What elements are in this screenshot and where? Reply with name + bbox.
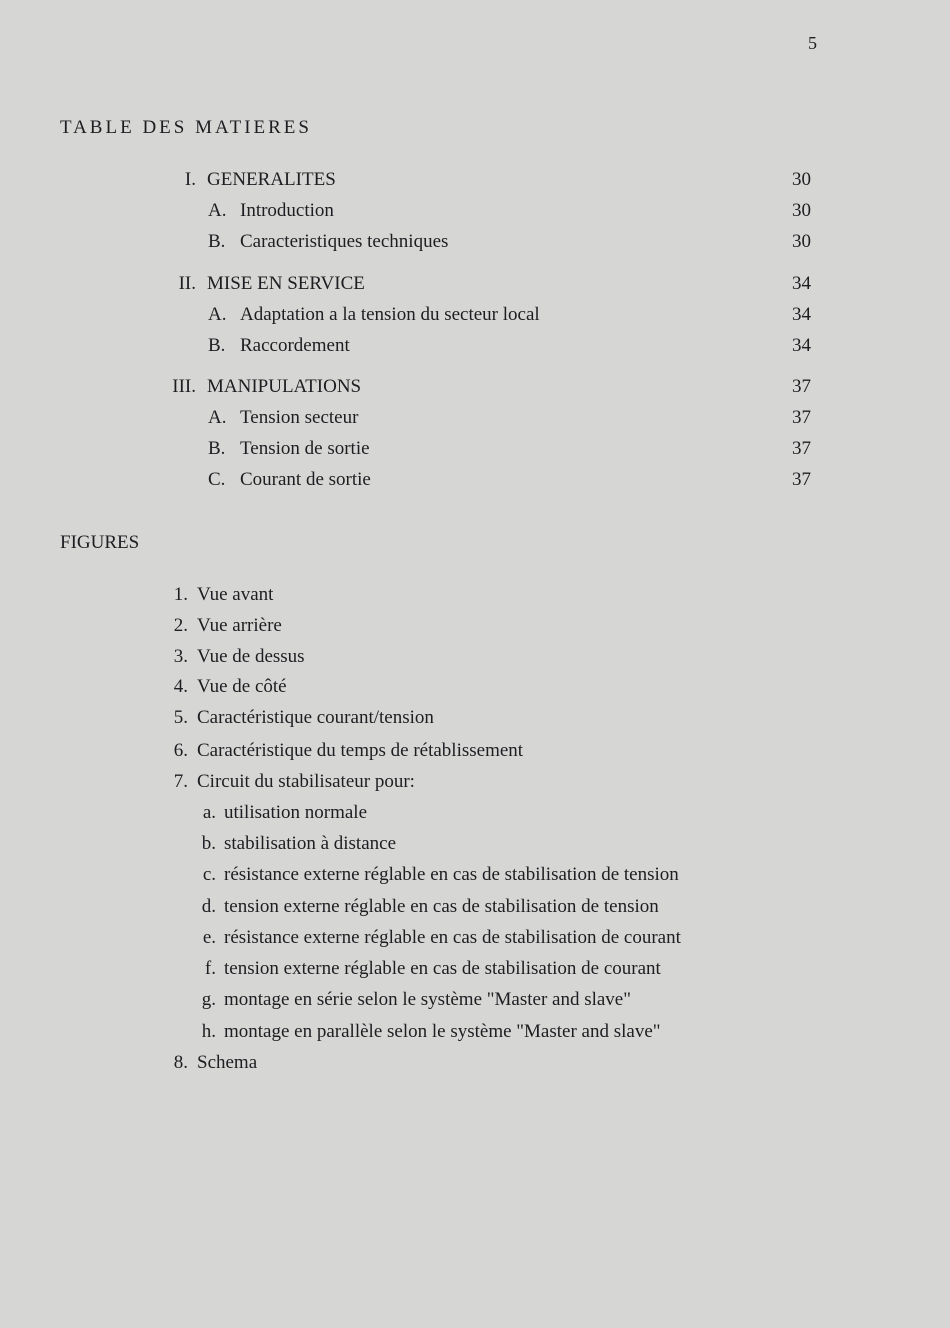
figure-number: 5.: [173, 707, 188, 728]
figure-number: 6.: [173, 740, 188, 761]
figure-title: Vue avant: [197, 584, 274, 605]
toc-page-ref: 30: [792, 231, 811, 252]
figure-title: Vue arrière: [197, 615, 282, 636]
toc-page-ref: 37: [792, 469, 811, 490]
toc-page-ref: 34: [792, 273, 811, 294]
toc-item-title: Tension de sortie: [240, 438, 370, 459]
toc-item-title: Adaptation a la tension du secteur local: [240, 304, 540, 325]
toc-item-title: Raccordement: [240, 335, 350, 356]
toc-section-numeral: II.: [178, 273, 196, 294]
toc-page-ref: 34: [792, 304, 811, 325]
figure-number: 2.: [173, 615, 188, 636]
figure-sub-letter: b.: [201, 833, 216, 854]
page-number: 5: [808, 33, 817, 53]
toc-item-letter: B.: [208, 438, 226, 459]
toc-page-ref: 30: [792, 200, 811, 221]
figure-sub-title: stabilisation à distance: [224, 833, 397, 854]
toc-section-title: GENERALITES: [207, 169, 336, 190]
figure-sub-letter: c.: [202, 864, 216, 885]
figure-sub-letter: g.: [201, 989, 216, 1010]
figure-number: 7.: [173, 771, 188, 792]
figure-title: Vue de dessus: [197, 646, 305, 667]
figure-sub-title: résistance externe réglable en cas de stabilisation de courant: [224, 927, 681, 948]
figure-number: 3.: [173, 646, 188, 667]
figure-sub-letter: f.: [204, 958, 216, 979]
toc-page-ref: 37: [792, 376, 811, 397]
toc-item-letter: B.: [208, 335, 226, 356]
toc-section-numeral: I.: [184, 169, 196, 190]
figure-title: Schema: [197, 1052, 258, 1073]
figure-sub-title: utilisation normale: [224, 802, 368, 823]
toc-item-letter: A.: [208, 304, 227, 325]
figure-title: Caractéristique courant/tension: [197, 707, 434, 728]
toc-item-title: Introduction: [240, 200, 334, 221]
figure-sub-title: tension externe réglable en cas de stabilisation de courant: [224, 958, 661, 979]
toc-item-letter: A.: [208, 200, 227, 221]
figure-title: Caractéristique du temps de rétablissement: [197, 740, 524, 761]
toc-page-ref: 37: [792, 407, 811, 428]
figure-sub-title: tension externe réglable en cas de stabilisation de tension: [224, 896, 659, 917]
figure-sub-letter: a.: [202, 802, 216, 823]
toc-item-title: Tension secteur: [240, 407, 359, 428]
figure-title: Circuit du stabilisateur pour:: [197, 771, 415, 792]
figure-sub-letter: d.: [201, 896, 216, 917]
toc-page-ref: 37: [792, 438, 811, 459]
figure-sub-title: montage en parallèle selon le système "Master and slave": [224, 1021, 661, 1042]
toc-item-letter: C.: [208, 469, 226, 490]
figure-title: Vue de côté: [197, 676, 287, 697]
figure-sub-title: montage en série selon le système "Master and slave": [224, 989, 631, 1010]
figure-number: 1.: [173, 584, 188, 605]
toc-section-title: MANIPULATIONS: [207, 376, 362, 397]
figure-number: 4.: [173, 676, 188, 697]
toc-page-ref: 34: [792, 335, 811, 356]
figure-sub-letter: h.: [201, 1021, 216, 1042]
toc-section-title: MISE EN SERVICE: [207, 273, 365, 294]
toc-item-title: Courant de sortie: [240, 469, 371, 490]
toc-item-letter: A.: [208, 407, 227, 428]
toc-item-letter: B.: [208, 231, 226, 252]
toc-item-title: Caracteristiques techniques: [240, 231, 449, 252]
figure-sub-title: résistance externe réglable en cas de stabilisation de tension: [224, 864, 679, 885]
toc-title: TABLE DES MATIERES: [60, 117, 312, 138]
figure-sub-letter: e.: [202, 927, 216, 948]
toc-page-ref: 30: [792, 169, 811, 190]
figure-number: 8.: [173, 1052, 188, 1073]
figures-title: FIGURES: [60, 532, 140, 553]
toc-section-numeral: III.: [172, 376, 196, 397]
